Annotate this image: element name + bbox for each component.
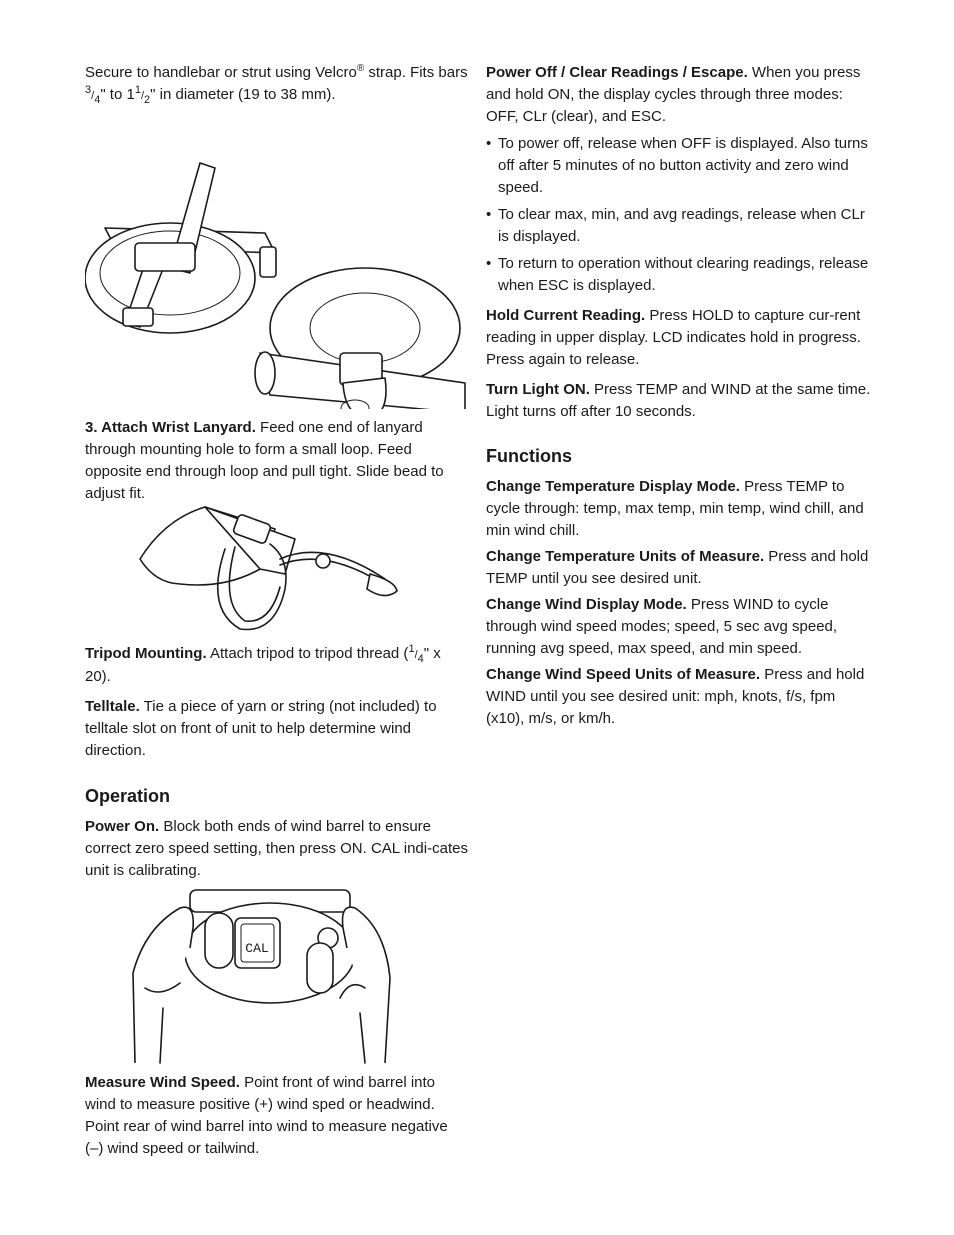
turn-light-on-instructions: Turn Light ON. Press TEMP and WIND at the same time. Light turns off after 10 seconds. [486, 381, 871, 420]
left-column [85, 62, 470, 1160]
tripod-instructions: Tripod Mounting. Attach tripod to tripod thread ($^1/_4$" x 20). [85, 643, 441, 685]
mount-instructions: Secure to handlebar or strut using Velcro® strap. Fits bars $^3/_4$" to $1^1/_2$" in diameter (19 to 38 mm). [85, 63, 468, 106]
wrist-lanyard-illustration [85, 499, 470, 635]
list-item: • To return to operation without clearing readings, release when ESC is displayed. [486, 253, 871, 297]
operation-heading: Operation [85, 786, 171, 806]
right-column [486, 62, 871, 730]
list-item: • To clear max, min, and avg readings, release when CLr is displayed. [486, 204, 871, 248]
temp-display-mode-instructions: Change Temperature Display Mode. Press TEMP to cycle through: temp, max temp, min temp, wind chill, and min wind chill. [486, 478, 864, 539]
telltale-instructions: Telltale. Tie a piece of yarn or string (not included) to telltale slot on front of unit to help determine wind direction. [85, 698, 437, 759]
wind-display-mode-instructions: Change Wind Display Mode. Press WIND to cycle through wind speed modes; speed, 5 sec avg speed, running avg speed, max speed, and min speed. [486, 596, 838, 657]
hold-reading-instructions: Hold Current Reading. Press HOLD to capture cur-rent reading in upper display. LCD indicates hold in progress. Press again to release. [486, 307, 861, 368]
wind-units-instructions: Change Wind Speed Units of Measure. Press and hold WIND until you see desired unit: mph, knots, f/s, fpm (x10), m/s, or km/h. [486, 666, 865, 727]
power-on-instructions: Power On. Block both ends of wind barrel to ensure correct zero speed setting, then press ON. CAL indi-cates unit is calibrating. [85, 818, 468, 879]
power-off-bullet-list [486, 133, 871, 297]
handlebar-mount-illustration [85, 113, 470, 409]
registered-mark: ® [356, 63, 365, 74]
list-item: • To power off, release when OFF is displayed. Also turns off after 5 minutes of no button activity and zero wind speed. [486, 133, 871, 199]
temp-units-instructions: Change Temperature Units of Measure. Press and hold TEMP until you see desired unit. [486, 548, 869, 587]
power-off-instructions: Power Off / Clear Readings / Escape. When you press and hold ON, the display cycles through three modes: OFF, CLr (clear), and ESC. [486, 64, 861, 125]
measure-wind-speed-instructions: Measure Wind Speed. Point front of wind barrel into wind to measure positive (+) wind sped or headwind. Point rear of wind barrel into wind to measure negative (–) wind speed or tailwind. [85, 1074, 448, 1157]
lanyard-instructions: 3. Attach Wrist Lanyard. Feed one end of lanyard through mounting hole to form a small loop. Feed opposite end through loop and pull tight. Slide bead to adjust fit. [85, 419, 444, 502]
lcd-readout: CAL [245, 941, 269, 956]
functions-heading: Functions [486, 446, 572, 466]
hands-holding-meter-illustration [85, 888, 470, 1064]
